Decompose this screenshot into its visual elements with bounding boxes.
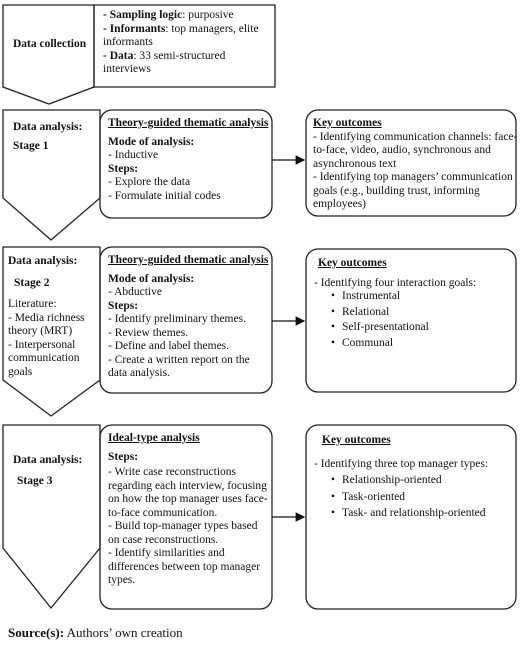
stage1-outcome-line: - Identifying communication channels: face-	[313, 130, 518, 143]
stage2-outcomes	[314, 257, 476, 350]
stage3-step: - Build top-manager types based	[108, 520, 258, 532]
stage2-step: - Identify preliminary themes.	[108, 313, 246, 325]
stage2-literature-line: Literature:	[8, 298, 57, 310]
stage0-item-key: - Informants	[103, 22, 166, 35]
pentagon-data-collection	[3, 5, 94, 104]
stage2-outcome-bullet: Communal	[342, 336, 394, 349]
stage3-step: types.	[108, 574, 136, 586]
stage3-method	[108, 432, 268, 588]
stage0-item-continuation: informants	[103, 36, 153, 48]
bullet-icon: •	[330, 474, 336, 486]
stage2-step: data analysis.	[108, 367, 170, 379]
stage0-item-value: : purposive	[182, 9, 234, 21]
stage0-items	[103, 9, 259, 77]
stage0-label: Data collection	[13, 38, 87, 50]
stage2-literature-line: communication	[8, 352, 80, 364]
stage2-outcome-bullet: Self-presentational	[342, 321, 429, 333]
stage1-mode-value: - Inductive	[108, 149, 159, 161]
bullet-icon: •	[330, 336, 336, 349]
stage3-outcomes-intro: - Identifying three top manager types:	[314, 457, 489, 470]
stage3-step: differences between top manager	[108, 560, 261, 573]
stage3-step: - Write case reconstructions	[108, 466, 237, 478]
bullet-icon: •	[330, 321, 336, 333]
stage1-label-line: Data analysis:	[13, 121, 83, 133]
stage3-outcomes	[314, 434, 488, 521]
bullet-icon: •	[330, 290, 336, 302]
stage2-mode-value: - Abductive	[108, 286, 162, 298]
stage3-outcome-bullet: Task-oriented	[342, 490, 406, 503]
stage1-outcome-line: goals (e.g., building trust, informing	[313, 184, 480, 197]
stage1-outcome-line: employees)	[313, 198, 367, 210]
stage1-method-title: Theory-guided thematic analysis	[108, 117, 269, 129]
stage2-step: - Define and label themes.	[108, 340, 230, 352]
bullet-icon: •	[330, 507, 336, 519]
stage3-step: to-face communication.	[108, 506, 218, 519]
stage1-outcome-line: - Identifying top managers’ communication	[313, 171, 513, 183]
bullet-icon: •	[330, 490, 336, 503]
stage3-steps-label: Steps:	[108, 450, 139, 463]
stage2-mode-label: Mode of analysis:	[108, 272, 195, 285]
stage2-literature-line: - Media richness	[8, 311, 85, 324]
stage1-outcome-line: asynchronous text	[313, 157, 397, 170]
stage0-item-continuation: interviews	[103, 63, 151, 75]
stage1-label-line: Stage 1	[13, 139, 49, 152]
stage3-label	[13, 454, 82, 488]
stage2-step: - Review themes.	[108, 326, 189, 339]
stage3-label-line: Data analysis:	[13, 454, 83, 466]
stage1-outcome-line: to-face, video, audio, synchronous and	[313, 144, 491, 156]
stage2-literature-line: - Interpersonal	[8, 338, 76, 351]
stage2-label-line: Stage 2	[14, 276, 50, 289]
stage2-literature-line: goals	[8, 365, 33, 378]
stage3-step: on case reconstructions.	[108, 533, 219, 546]
stage3-outcomes-title: Key outcomes	[322, 434, 391, 446]
stage2-method	[108, 254, 268, 381]
stage2-label-line: Data analysis:	[8, 255, 78, 267]
stage0-item-value: : 33 semi-structured	[133, 49, 226, 62]
stage1-step: - Explore the data	[108, 176, 191, 188]
stage2-method-title: Theory-guided thematic analysis	[108, 254, 269, 266]
stage2-outcomes-intro: - Identifying four interaction goals:	[314, 276, 477, 289]
stage1-steps-label: Steps:	[108, 162, 139, 175]
stage3-outcome-bullet: Relationship-oriented	[342, 474, 442, 486]
stage1-label	[13, 121, 82, 153]
source-label: Source(s):	[8, 625, 65, 640]
pentagon-stage3	[3, 425, 100, 608]
stage3-method-title: Ideal-type analysis	[108, 432, 200, 444]
stage0-item-key: - Sampling logic	[103, 9, 183, 21]
stage3-step: regarding each interview, focusing	[108, 479, 267, 492]
stage2-literature-line: theory (MRT)	[8, 325, 73, 337]
stage1-method	[108, 117, 268, 203]
stage0-item-value: : top managers, elite	[165, 22, 259, 35]
stage3-step: on how the top manager uses face-	[108, 493, 268, 505]
stage0-item-key: - Data	[103, 49, 134, 62]
source-text: Authors’ own creation	[64, 625, 183, 640]
stage2-step: - Create a written report on the	[108, 353, 250, 366]
stage2-label	[8, 255, 85, 379]
stage3-step: - Identify similarities and	[108, 547, 225, 559]
stage1-step: - Formulate initial codes	[108, 189, 221, 202]
source-caption	[8, 625, 183, 641]
stage3-outcome-bullet: Task- and relationship-oriented	[342, 507, 486, 519]
bullet-icon: •	[330, 305, 336, 318]
stage2-outcome-bullet: Relational	[342, 305, 390, 318]
stage2-steps-label: Steps:	[108, 299, 139, 312]
stage1-mode-label: Mode of analysis:	[108, 135, 195, 148]
stage2-outcome-bullet: Instrumental	[342, 290, 401, 302]
stage1-outcomes-title: Key outcomes	[313, 117, 382, 129]
stage1-outcomes	[313, 117, 517, 212]
stage2-outcomes-title: Key outcomes	[318, 257, 387, 269]
stage3-label-line: Stage 3	[17, 474, 53, 487]
